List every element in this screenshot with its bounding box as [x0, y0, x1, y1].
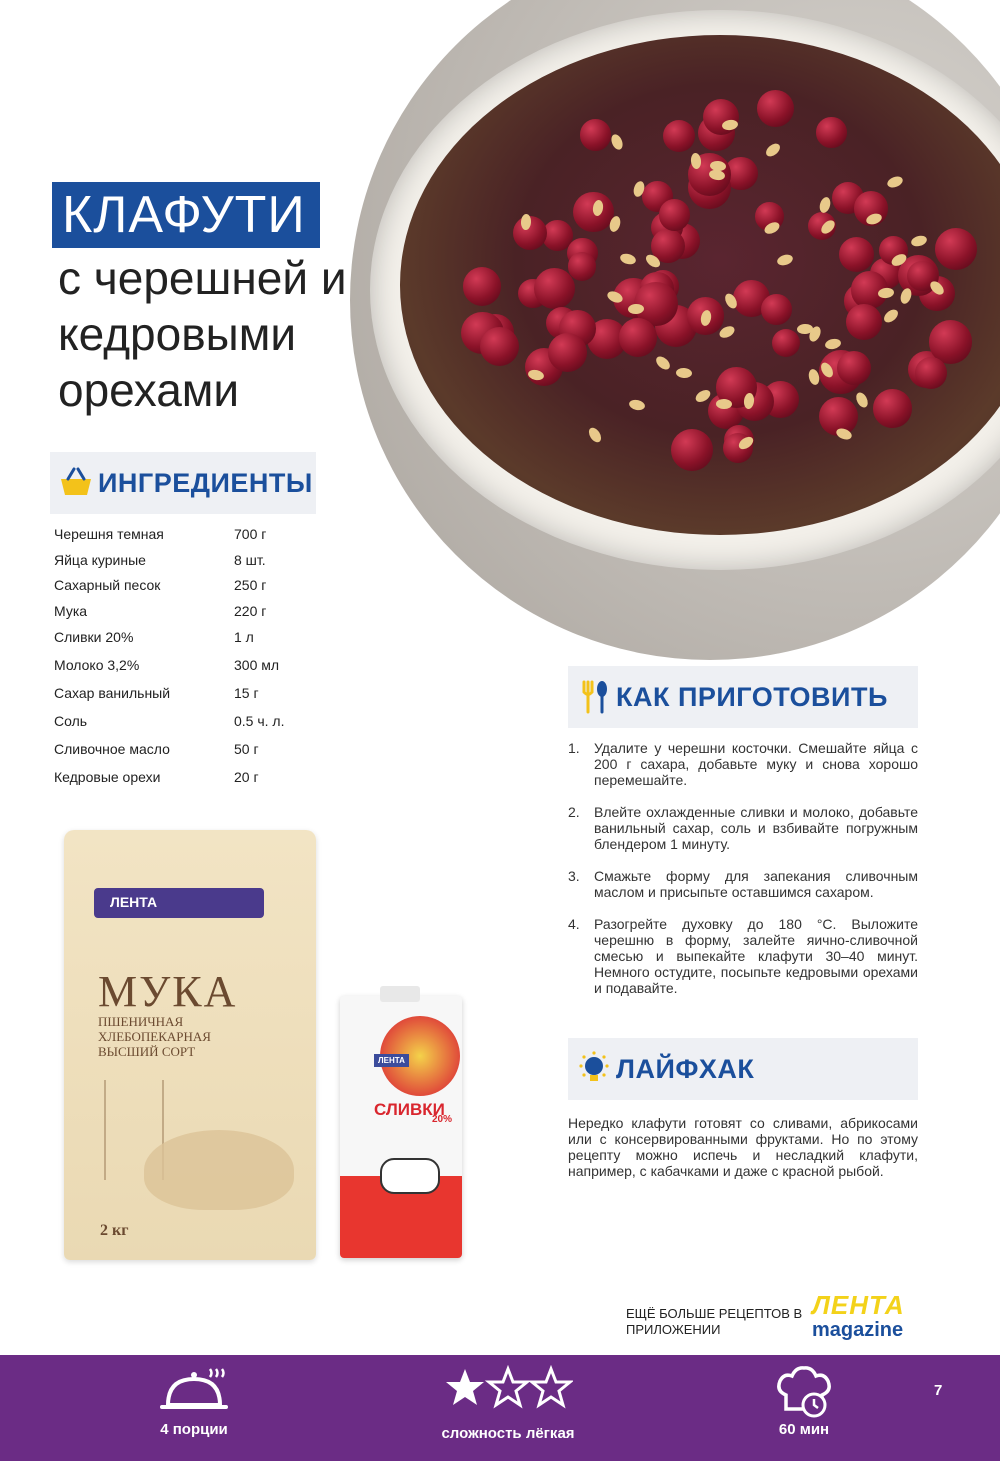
ingredient-row — [54, 657, 324, 685]
logo-top-text: ЛЕНТА — [812, 1290, 905, 1320]
cherry — [463, 267, 502, 306]
cream-fat-pct: 20% — [432, 1114, 453, 1125]
ingredient-name: Сливочное масло — [54, 741, 170, 757]
app-promo-text: ЕЩЁ БОЛЬШЕ РЕЦЕПТОВ В ПРИЛОЖЕНИИ — [626, 1306, 803, 1337]
stars-icon — [443, 1365, 573, 1411]
step-text: Разогрейте духовку до 180 °С. Выложите черешню в форму, залейте яично-сливочной смесью и выпекайте клафути 30–40 минут. Немного остудите, посыпьте кедровыми орехами и подавайте. — [594, 916, 918, 996]
difficulty-label: сложность лёгкая — [441, 1425, 575, 1442]
step-item — [568, 868, 918, 900]
step-item — [568, 740, 918, 788]
cherry — [671, 429, 713, 471]
ingredient-row — [54, 629, 324, 657]
method-steps — [568, 740, 918, 1012]
ingredient-qty: 1 л — [234, 629, 254, 645]
ingredient-qty: 220 г — [234, 603, 267, 619]
cherry — [816, 117, 846, 147]
flour-weight: 2 кг — [100, 1222, 129, 1239]
cream-package — [340, 996, 462, 1258]
fork-spoon-icon — [576, 679, 612, 715]
ingredient-name: Сливки 20% — [54, 629, 134, 645]
lifehack-text: Нередко клафути готовят со сливами, абрикосами или с консервированными фруктами. Но по этому рецепту можно испечь и несладкий клафути, например, с кабачками и даже с красной рыбой. — [568, 1115, 918, 1179]
ingredient-qty: 0.5 ч. л. — [234, 713, 285, 729]
ingredients-list — [54, 526, 324, 797]
step-number: 3. — [568, 868, 580, 884]
ingredient-name: Молоко 3,2% — [54, 657, 140, 673]
cow-illustration — [380, 1158, 440, 1194]
lenta-magazine-logo[interactable] — [812, 1292, 905, 1342]
ingredient-name: Черешня темная — [54, 526, 164, 542]
ingredient-name: Яйца куриные — [54, 552, 146, 568]
ingredient-qty: 8 шт. — [234, 552, 266, 568]
page-title: КЛАФУТИ — [52, 182, 320, 248]
ingredient-qty: 15 г — [234, 685, 259, 701]
lifehack-heading: ЛАЙФХАК — [616, 1053, 755, 1084]
ingredient-qty: 300 мл — [234, 657, 280, 673]
time-label: 60 мин — [778, 1421, 830, 1438]
cream-brand: ЛЕНТА — [374, 1054, 409, 1067]
ingredient-name: Сахарный песок — [54, 577, 161, 593]
flour-package — [64, 830, 316, 1260]
cherry — [935, 228, 977, 270]
ingredient-row — [54, 741, 324, 769]
page-number: 7 — [934, 1382, 943, 1399]
step-number: 2. — [568, 804, 580, 820]
cherry — [568, 252, 596, 280]
cherry — [580, 119, 612, 151]
ingredient-qty: 700 г — [234, 526, 267, 542]
cherry — [703, 99, 739, 135]
ingredient-qty: 50 г — [234, 741, 259, 757]
step-number: 4. — [568, 916, 580, 932]
cream-cap — [380, 986, 420, 1002]
lightbulb-icon — [576, 1051, 612, 1087]
cream-name: СЛИВКИ — [374, 1100, 445, 1119]
footer-bar — [0, 1355, 1000, 1461]
flour-name: МУКА — [98, 967, 238, 1016]
step-text: Смажьте форму для запекания сливочным маслом и присыпьте оставшимся сахаром. — [594, 868, 918, 900]
step-text: Удалите у черешни косточки. Смешайте яйца с 200 г сахара, добавьте муку и снова хорошо перемешайте. — [594, 740, 918, 788]
cherry — [619, 318, 658, 357]
ingredient-name: Соль — [54, 713, 88, 729]
ingredients-heading: ИНГРЕДИЕНТЫ — [98, 467, 313, 498]
step-number: 1. — [568, 740, 580, 756]
portions-label: 4 порции — [160, 1421, 228, 1438]
ingredient-name: Кедровые орехи — [54, 769, 161, 785]
chef-hat-timer-icon — [774, 1365, 834, 1421]
cherry — [846, 304, 881, 339]
flour-desc: ПШЕНИЧНАЯ ХЛЕБОПЕКАРНАЯ ВЫСШИЙ СОРТ — [98, 1014, 211, 1059]
hero-food-photo — [350, 0, 1000, 660]
ingredient-row — [54, 769, 324, 797]
ingredient-qty: 20 г — [234, 769, 259, 785]
ingredient-qty: 250 г — [234, 577, 267, 593]
dish-cloche-icon — [154, 1365, 234, 1415]
step-item — [568, 916, 918, 996]
ingredient-name: Мука — [54, 603, 88, 619]
method-header — [568, 666, 918, 728]
logo-bottom-text: magazine — [812, 1319, 904, 1341]
ingredient-row — [54, 713, 324, 741]
cherry — [915, 357, 947, 389]
ingredient-row — [54, 685, 324, 713]
flour-brand: ЛЕНТА — [110, 894, 158, 910]
ingredients-header — [50, 452, 316, 514]
ingredient-row — [54, 526, 324, 552]
cherry — [659, 199, 690, 230]
cherry — [757, 90, 794, 127]
method-heading: КАК ПРИГОТОВИТЬ — [616, 681, 888, 712]
lifehack-header — [568, 1038, 918, 1100]
ingredient-row — [54, 577, 324, 603]
page-subtitle: с черешней и кедровыми орехами — [58, 252, 347, 416]
bread-illustration — [144, 1130, 294, 1210]
ingredient-row — [54, 603, 324, 629]
cherry — [873, 389, 912, 428]
ingredient-row — [54, 552, 324, 577]
step-text: Влейте охлажденные сливки и молоко, добавьте ванильный сахар, соль и взбивайте погружным блендером 1 минуту. — [594, 804, 918, 852]
step-item — [568, 804, 918, 852]
basket-icon — [58, 465, 94, 501]
ingredient-name: Сахар ванильный — [54, 685, 171, 701]
